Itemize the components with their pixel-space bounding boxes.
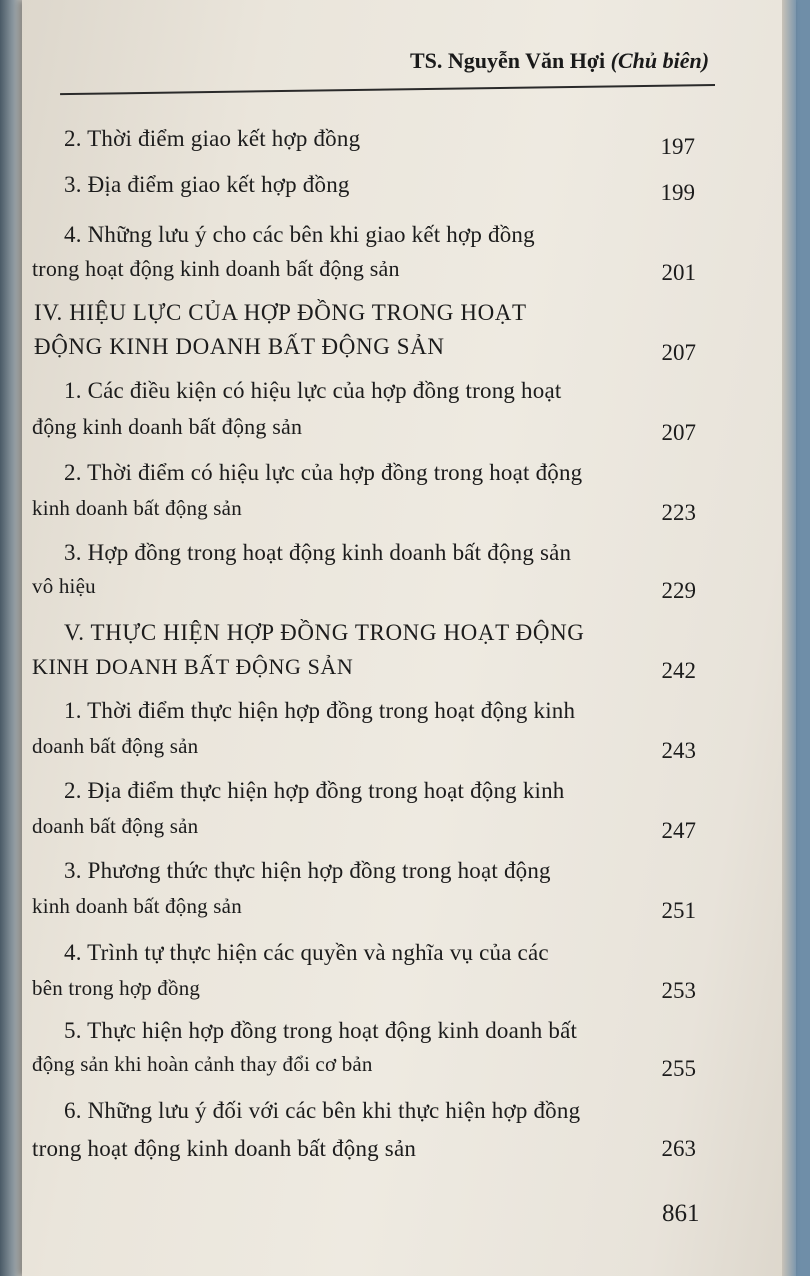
toc-entry-page: 242 [661,658,696,683]
page-number: 861 [662,1200,700,1227]
toc-entry-line2: doanh bất động sản [32,814,199,838]
toc-entry-line1: 2. Địa điểm thực hiện hợp đồng trong hoạt động kinh [64,778,565,803]
toc-entry-line2: vô hiệu [32,574,96,598]
toc-entry-page: 197 [660,134,695,159]
toc-entry-page: 255 [661,1056,696,1081]
toc-entry-line1: 1. Các điều kiện có hiệu lực của hợp đồng trong hoạt [64,378,562,403]
toc-entry-page: 207 [661,420,696,445]
toc-entry-line2: kinh doanh bất động sản [32,496,242,520]
toc-entry-page: 229 [661,578,696,603]
toc-entry-line1: 5. Thực hiện hợp đồng trong hoạt động kinh doanh bất [64,1018,578,1043]
toc-entry-line2: động sản khi hoàn cảnh thay đổi cơ bản [32,1052,373,1076]
toc-entry-page: 223 [661,500,696,525]
toc-entry-line1: 4. Trình tự thực hiện các quyền và nghĩa vụ của các [64,940,549,965]
toc-section-line2: ĐỘNG KINH DOANH BẤT ĐỘNG SẢN [34,334,445,359]
toc-entry-page: 201 [661,260,696,285]
toc-entry-line1: 3. Hợp đồng trong hoạt động kinh doanh bất động sản [64,540,572,565]
header-role: (Chủ biên) [610,48,710,73]
toc-entry-line2: động kinh doanh bất động sản [32,414,303,439]
toc-entry-page: 263 [661,1136,696,1161]
toc-entry-page: 207 [661,340,696,365]
toc-entry-line1: 2. Thời điểm có hiệu lực của hợp đồng trong hoạt động [64,460,583,485]
toc-entry-page: 251 [661,898,696,923]
toc-entry-line2: kinh doanh bất động sản [32,894,242,918]
header-author: TS. Nguyễn Văn Hợi [410,48,606,73]
toc-entry-page: 199 [660,180,695,205]
toc-entry-line1: 2. Thời điểm giao kết hợp đồng [64,126,361,151]
toc-entry-line2: bên trong hợp đồng [32,976,201,1000]
toc-entry-page: 253 [661,978,696,1003]
toc-entry-line1: 6. Những lưu ý đối với các bên khi thực hiện hợp đồng [64,1098,581,1123]
toc-section-line1: V. THỰC HIỆN HỢP ĐỒNG TRONG HOẠT ĐỘNG [64,620,585,645]
toc-entry-page: 247 [661,818,696,843]
toc-entry-page: 243 [661,738,696,763]
toc-entry-line2: doanh bất động sản [32,734,199,758]
toc-entry-line2: trong hoạt động kinh doanh bất động sản [32,256,400,281]
toc-section-line2: KINH DOANH BẤT ĐỘNG SẢN [32,654,354,679]
toc-entry-line1: 3. Địa điểm giao kết hợp đồng [64,172,350,197]
toc-entry-line1: 4. Những lưu ý cho các bên khi giao kết hợp đồng [64,222,535,247]
toc-entry-line1: 1. Thời điểm thực hiện hợp đồng trong hoạt động kinh [64,698,576,723]
toc-entry-line1: 3. Phương thức thực hiện hợp đồng trong hoạt động [64,858,551,883]
toc-section-line1: IV. HIỆU LỰC CỦA HỢP ĐỒNG TRONG HOẠT [34,300,527,325]
toc-entry-line2: trong hoạt động kinh doanh bất động sản [32,1136,417,1161]
